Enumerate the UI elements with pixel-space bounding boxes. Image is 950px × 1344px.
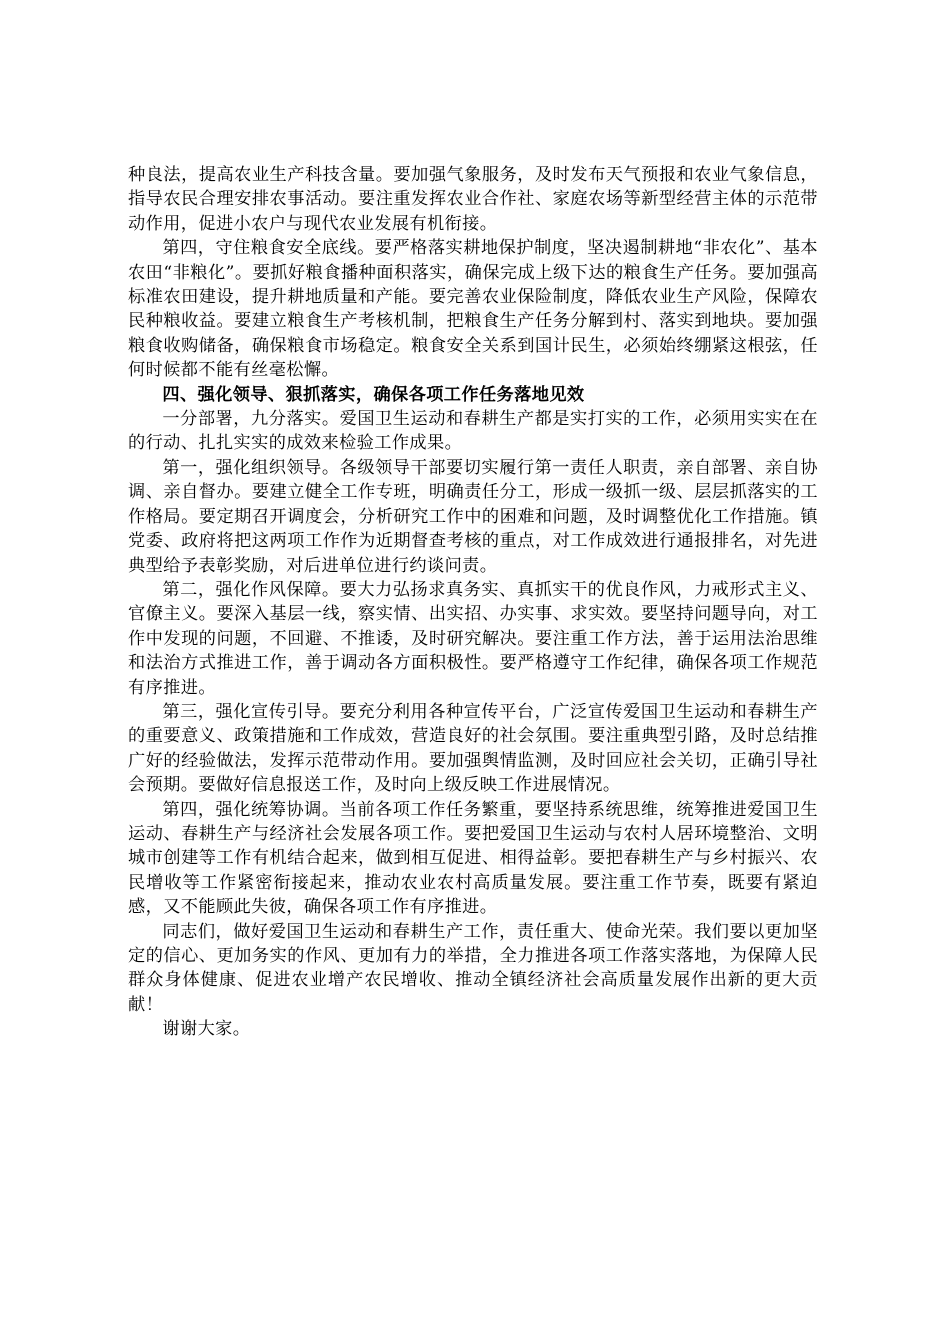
paragraph-organization-leadership: 第一，强化组织领导。各级领导干部要切实履行第一责任人职责，亲自部署、亲自协调、亲自督办。要建立健全工作专班，明确责任分工，形成一级抓一级、层层抓落实的工作格局。要定期召开调度会，分析研究工作中的困难和问题，及时调整优化工作措施。镇党委、政府将把这两项工作作为近期督查考核的重点，对工作成效进行通报排名，对先进典型给予表彰奖励，对后进单位进行约谈问责。: [128, 457, 818, 576]
paragraph-implementation-intro: 一分部署，九分落实。爱国卫生运动和春耕生产都是实打实的工作，必须用实实在在的行动、扎扎实实的成效来检验工作成果。: [128, 409, 818, 454]
paragraph-work-style: 第二，强化作风保障。要大力弘扬求真务实、真抓实干的优良作风，力戒形式主义、官僚主义。要深入基层一线，察实情、出实招、办实事、求实效。要坚持问题导向，对工作中发现的问题，不回避、不推诿，及时研究解决。要注重工作方法，善于运用法治思维和法治方式推进工作，善于调动各方面积极性。要严格遵守工作纪律，确保各项工作规范有序推进。: [128, 579, 818, 698]
paragraph-thanks: 谢谢大家。: [162, 1019, 251, 1040]
paragraph-food-security: 第四，守住粮食安全底线。要严格落实耕地保护制度，坚决遏制耕地“非农化”、基本农田“非粮化”。要抓好粮食播种面积落实，确保完成上级下达的粮食生产任务。要加强高标准农田建设，提升耕地质量和产能。要完善农业保险制度，降低农业生产风险，保障农民种粮收益。要建立粮食生产考核机制，把粮食生产任务分解到村、落实到地块。要加强粮食收购储备，确保粮食市场稳定。粮食安全关系到国计民生，必须始终绷紧这根弦，任何时候都不能有丝毫松懈。: [128, 238, 818, 381]
paragraph-publicity: 第三，强化宣传引导。要充分利用各种宣传平台，广泛宣传爱国卫生运动和春耕生产的重要意义、政策措施和工作成效，营造良好的社会氛围。要注重典型引路，及时总结推广好的经验做法，发挥示范带动作用。要加强舆情监测，及时回应社会关切，正确引导社会预期。要做好信息报送工作，及时向上级反映工作进展情况。: [128, 701, 818, 796]
section-heading-four: 四、强化领导、狠抓落实，确保各项工作任务落地见效: [162, 384, 585, 405]
paragraph-closing: 同志们，做好爱国卫生运动和春耕生产工作，责任重大、使命光荣。我们要以更加坚定的信心、更加务实的作风、更加有力的举措，全力推进各项工作落实落地，为保障人民群众身体健康、促进农业增产农民增收、推动全镇经济社会高质量发展作出新的更大贡献！: [128, 921, 818, 1015]
document-page: [128, 163, 818, 1042]
paragraph-continuation: 种良法，提高农业生产科技含量。要加强气象服务，及时发布天气预报和农业气象信息，指导农民合理安排农事活动。要注重发挥农业合作社、家庭农场等新型经营主体的示范带动作用，促进小农户与现代农业发展有机衔接。: [128, 165, 818, 234]
paragraph-coordination: 第四，强化统筹协调。当前各项工作任务繁重，要坚持系统思维，统筹推进爱国卫生运动、春耕生产与经济社会发展各项工作。要把爱国卫生运动与农村人居环境整治、文明城市创建等工作有机结合起来，做到相互促进、相得益彰。要把春耕生产与乡村振兴、农民增收等工作紧密衔接起来，推动农业农村高质量发展。要注重工作节奏，既要有紧迫感，又不能顾此失彼，确保各项工作有序推进。: [128, 799, 818, 918]
